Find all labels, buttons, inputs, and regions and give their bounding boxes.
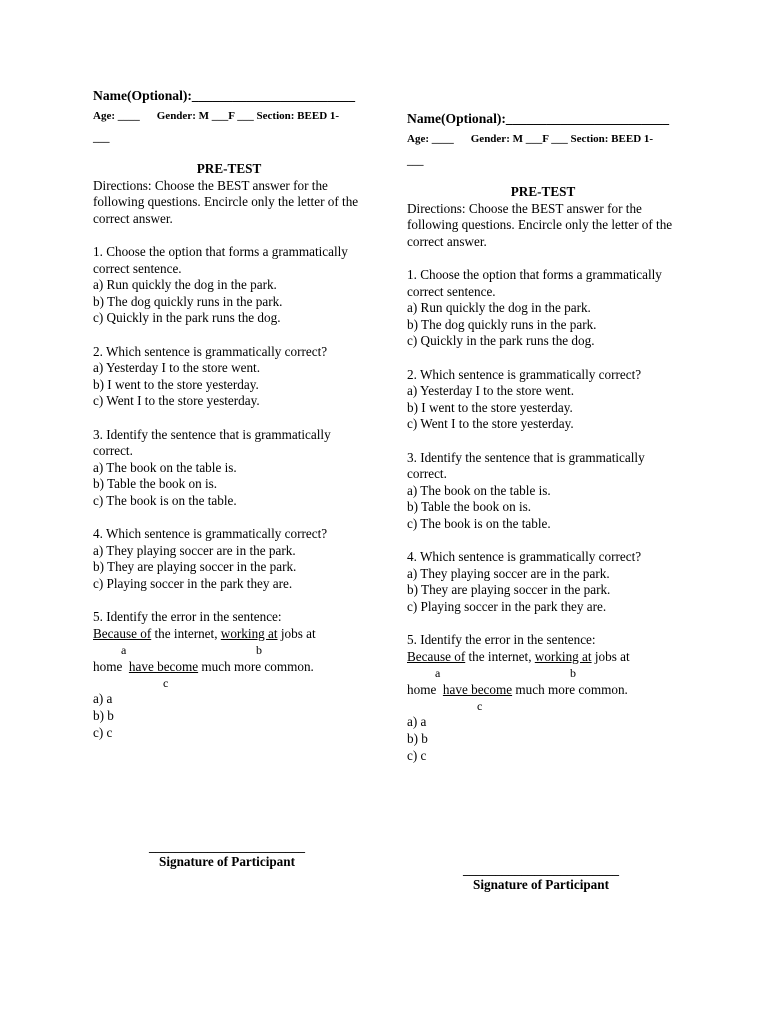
question-2: [407, 367, 679, 433]
page-title: PRE-TEST: [196, 161, 262, 176]
option-b: b) b: [93, 708, 114, 723]
question-prompt: 5. Identify the error in the sentence:: [93, 609, 282, 625]
name-field: Name(Optional):________________________: [407, 111, 670, 126]
option-c: c) Playing soccer in the park they are.: [407, 598, 607, 614]
option-a: a) a: [407, 714, 427, 730]
option-b: b) I went to the store yesterday.: [407, 399, 573, 415]
question-prompt: 3. Identify the sentence that is grammatically correct.: [93, 426, 331, 459]
option-a: a) Run quickly the dog in the park.: [93, 277, 277, 293]
error-part-a: Because of: [93, 625, 152, 641]
option-b: b) The dog quickly runs in the park.: [407, 316, 597, 332]
error-label-c: c: [163, 676, 169, 691]
question-5: [93, 609, 365, 741]
error-part-c: have become: [442, 681, 513, 697]
question-1: [407, 267, 679, 350]
question-prompt: 4. Which sentence is grammatically correct?: [93, 526, 328, 542]
option-b: b) Table the book on is.: [93, 476, 218, 492]
error-label-c: c: [477, 699, 483, 714]
gender-field: Gender: M ___F ___: [470, 133, 568, 145]
info-line: [407, 128, 679, 172]
option-c: c) Quickly in the park runs the dog.: [93, 310, 281, 326]
option-b: b) Table the book on is.: [407, 499, 532, 515]
error-label-c-row: [93, 675, 365, 691]
directions: Directions: Choose the BEST answer for the following questions. Encircle only the letter of the correct answer.: [407, 200, 673, 249]
option-b: b) I went to the store yesterday.: [93, 376, 259, 392]
question-3: [407, 450, 679, 533]
question-prompt: 1. Choose the option that forms a grammatically correct sentence.: [93, 243, 348, 276]
info-line: [93, 105, 365, 149]
error-sentence-line-1: Because of the internet, working at jobs at: [407, 648, 630, 664]
error-part-b: working at: [534, 648, 592, 664]
question-4: [93, 526, 365, 592]
question-5: [407, 632, 679, 764]
question-prompt: 2. Which sentence is grammatically correct?: [93, 343, 328, 359]
option-a: a) They playing soccer are in the park.: [93, 542, 296, 558]
pretest-form-left: [93, 88, 365, 741]
option-c: c) Went I to the store yesterday.: [93, 393, 260, 409]
error-label-a: a: [435, 666, 441, 681]
gender-field: Gender: M ___F ___: [156, 110, 254, 122]
option-a: a) The book on the table is.: [407, 482, 551, 498]
question-prompt: 5. Identify the error in the sentence:: [407, 632, 596, 648]
signature-block-right: [455, 863, 627, 893]
option-b: b) b: [407, 731, 428, 746]
question-prompt: 4. Which sentence is grammatically correct?: [407, 549, 642, 565]
question-3: [93, 427, 365, 510]
page-title: PRE-TEST: [510, 184, 576, 199]
question-4: [407, 549, 679, 615]
directions: Directions: Choose the BEST answer for the following questions. Encircle only the letter of the correct answer.: [93, 177, 359, 226]
signature-label: Signature of Participant: [472, 877, 610, 892]
error-label-a: a: [121, 643, 127, 658]
section-field: Section: BEED 1-: [256, 110, 340, 122]
error-sentence-line-2: home have become much more common.: [93, 658, 314, 674]
option-a: a) Yesterday I to the store went.: [407, 383, 574, 399]
error-labels-row: [407, 665, 679, 682]
option-a: a) Yesterday I to the store went.: [93, 360, 260, 376]
error-part-b: working at: [220, 625, 278, 641]
option-b: b) The dog quickly runs in the park.: [93, 293, 283, 309]
option-c: c) Playing soccer in the park they are.: [93, 575, 293, 591]
age-field: Age: ____: [407, 133, 454, 145]
question-2: [93, 344, 365, 410]
option-c: c) The book is on the table.: [407, 515, 551, 531]
error-label-c-row: [407, 698, 679, 714]
error-part-a: Because of: [407, 648, 466, 664]
section-continuation: ___: [407, 155, 424, 167]
question-prompt: 1. Choose the option that forms a grammatically correct sentence.: [407, 266, 662, 299]
pretest-form-right: [407, 111, 679, 764]
option-b: b) They are playing soccer in the park.: [93, 559, 297, 575]
option-c: c) Went I to the store yesterday.: [407, 416, 574, 432]
question-prompt: 3. Identify the sentence that is grammatically correct.: [407, 449, 645, 482]
signature-line: ________________________: [463, 862, 619, 877]
option-c: c) Quickly in the park runs the dog.: [407, 333, 595, 349]
section-field: Section: BEED 1-: [570, 133, 654, 145]
option-a: a) Run quickly the dog in the park.: [407, 300, 591, 316]
signature-label: Signature of Participant: [158, 854, 296, 869]
age-field: Age: ____: [93, 110, 140, 122]
error-sentence-line-1: Because of the internet, working at jobs at: [93, 625, 316, 641]
error-part-c: have become: [128, 658, 199, 674]
name-field: Name(Optional):________________________: [93, 88, 356, 103]
signature-line: ________________________: [149, 839, 305, 854]
option-c: c) c: [407, 747, 427, 763]
error-labels-row: [93, 642, 365, 659]
option-a: a) The book on the table is.: [93, 459, 237, 475]
option-c: c) The book is on the table.: [93, 492, 237, 508]
signature-block-left: [141, 840, 313, 870]
question-prompt: 2. Which sentence is grammatically correct?: [407, 366, 642, 382]
option-a: a) They playing soccer are in the park.: [407, 565, 610, 581]
option-a: a) a: [93, 691, 113, 707]
error-label-b: b: [256, 643, 262, 658]
option-c: c) c: [93, 724, 113, 740]
error-sentence-line-2: home have become much more common.: [407, 681, 628, 697]
question-1: [93, 244, 365, 327]
option-b: b) They are playing soccer in the park.: [407, 582, 611, 598]
section-continuation: ___: [93, 132, 110, 144]
error-label-b: b: [570, 666, 576, 681]
